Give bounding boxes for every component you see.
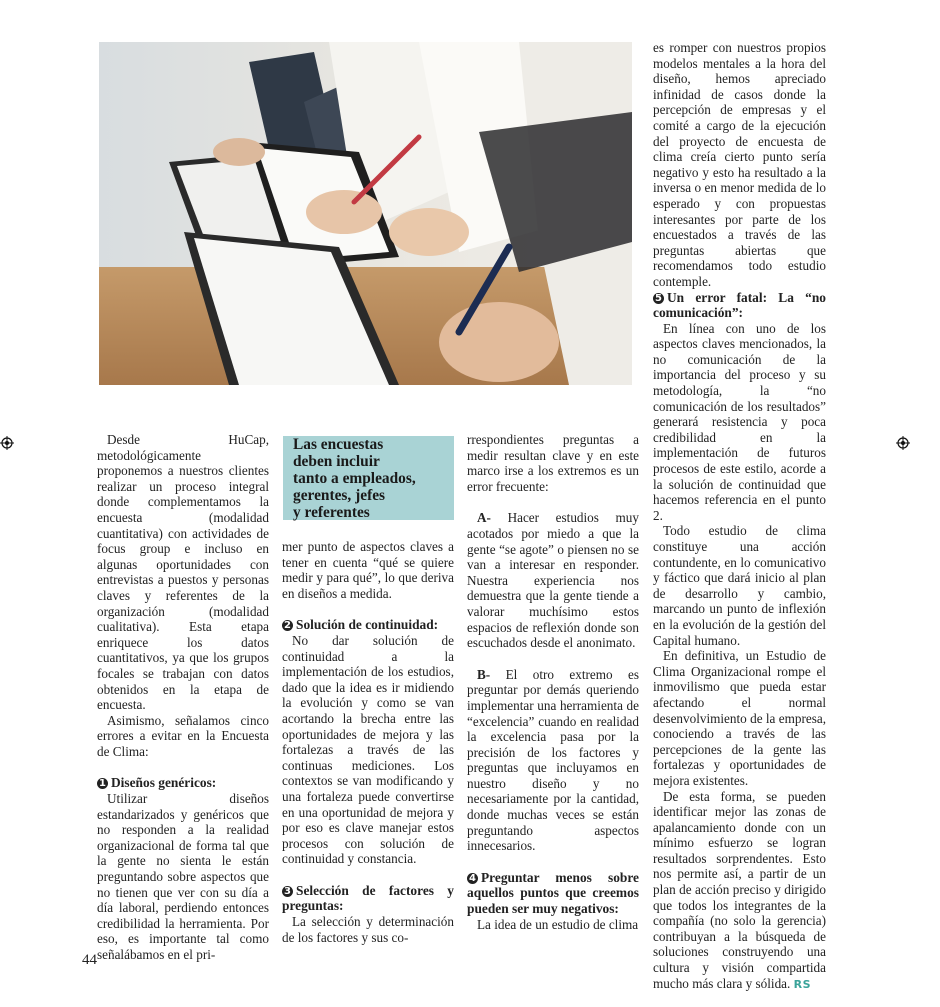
paragraph: Todo estudio de clima constituye una acción contundente, en lo comunicativo y fáctico que dará inicio al plan de desarrollo y cambio, marcando un punto de inflexión en la evolución de la gestión del Capital humano. [653, 523, 826, 648]
number-badge: 2 [282, 620, 293, 631]
paragraph: B- El otro extremo es preguntar por demás queriendo implementar una herramienta de “excelencia” cuando en realidad la excelencia pasa por la precisión de los factores y preguntas que incluyamos en nuestro diseño y no necesariamente por la cantidad, donde muchas veces se están preguntando aspectos innecesarios. [467, 666, 640, 854]
pull-quote-line: y referentes [293, 504, 370, 521]
registration-mark-icon [896, 436, 910, 450]
rs-logo: RS [793, 977, 812, 991]
paragraph: es romper con nuestros propios modelos mentales a la hora del diseño, hemos apreciado infinidad de casos donde la percepción de empresas y el comité a cargo de la ejecución del proyecto de encuesta de clima creía cierto punto sería negativo y esto ha resultado a la inversa o en menor medida de lo esperado y con propuestas interesantes por parte de los encuestados a través de las preguntas abiertas que recomendamos todo estudio contemple. [653, 40, 826, 289]
number-badge: 3 [282, 886, 293, 897]
pull-quote-line: tanto a empleados, [293, 470, 416, 487]
paragraph: A- Hacer estudios muy acotados por miedo a que la gente “se agote” o piensen no se van a interesar en responder. Nuestra experiencia nos demuestra que la gente tiende a valorar muchísimo estos espacios de reflexión donde son escuchados desde el anonimato. [467, 510, 639, 651]
paragraph: En línea con uno de los aspectos claves mencionados, la no comunicación de la importancia del proceso y su metodología, la “no comunicación de los resultados” generará resistencia y poca credibilidad en la implementación de futuros procesos de este estilo, acorde a la solución de continuidad que hacemos referencia en el punto 2. [653, 320, 826, 523]
paragraph: No dar solución de continuidad a la implementación de los estudios, dado que la idea es ir midiendo la evolución y como se van acortando la brecha entre las oportunidades de mejora y las fortalezas a través de las continuas mediciones. Los contextos se van modificando y una fortaleza puede convertirse en una oportunidad de mejora y por eso es clave manejar estos procesos con solución de continuidad y constancia. [282, 632, 454, 867]
survey-photo [99, 42, 632, 385]
pull-quote [283, 436, 454, 520]
paragraph: En definitiva, un Estudio de Clima Organizacional rompe el inmovilismo que pueda estar afectando el normal desenvolvimiento de la empresa, conociendo a través de las percepciones de la gente las fortalezas y oportunidades de mejora existentes. [653, 648, 826, 788]
section-heading-2: 2 Solución de continuidad: [282, 617, 454, 633]
section-heading-1: 1 Diseños genéricos: [97, 775, 269, 791]
pull-quote-line: deben incluir [293, 453, 380, 470]
pull-quote-line: gerentes, jefes [293, 487, 386, 504]
paragraph: De esta forma, se pueden identificar mejor las zonas de apalancamiento donde con un mínimo esfuerzo se logran resultados sorprendentes. Esto nos permite así, a partir de un plan de acción preciso y dirigido que todos los integrantes de la compañía (no solo la gerencia) contribuyan a la búsqueda de soluciones construyendo una cultura y visión compartida mucho más clara y sólida. RS [653, 788, 826, 991]
section-heading-3: 3 Selección de factores y preguntas: [282, 882, 454, 914]
registration-mark-icon [0, 436, 14, 450]
paragraph: Desde HuCap, metodológicamente proponemos a nuestros clientes realizar un proceso integral donde complementamos la encuesta (modalidad cuantitativa) con actividades de focus group e incluso en algunas oportunidades con entrevistas a puestos y personas claves y referentes de la organización (modalidad cualitativa). Esta etapa enriquece los datos cuantitativos, ya que los grupos focales se trabajan con datos obtenidos en la etapa de encuesta. [97, 432, 269, 713]
column-4 [653, 40, 826, 992]
column-2 [282, 539, 454, 945]
paragraph: Asimismo, señalamos cinco errores a evitar en la Encuesta de Clima: [97, 712, 269, 759]
section-heading-4: 4 Preguntar menos sobre aquellos puntos que creemos pueden ser muy negativos: [467, 869, 639, 917]
number-badge: 4 [467, 873, 478, 884]
paragraph: Utilizar diseños estandarizados y genéricos que no responden a la realidad organizacional de forma tal que la gente no sienta le están preguntando sobre aspectos que no tienen que ver con su día a día laboral, perdiendo entonces credibilidad la herramienta. Por eso, es importante tal como señalábamos en el pri- [97, 791, 269, 962]
paragraph: mer punto de aspectos claves a tener en cuenta “qué se quiere medir y para qué”, lo que deriva en diseños a medida. [282, 539, 454, 601]
column-1 [97, 432, 269, 963]
column-3 [467, 432, 639, 932]
paragraph: rrespondientes preguntas a medir resultan clave y en este marco irse a los extremos es un error frecuente: [467, 432, 639, 494]
paragraph: La idea de un estudio de clima [477, 916, 639, 932]
paragraph: La selección y determinación de los factores y sus co- [282, 914, 454, 945]
number-badge: 1 [97, 778, 108, 789]
pull-quote-line: Las encuestas [293, 436, 384, 453]
number-badge: 5 [653, 293, 664, 304]
section-heading-5: 5 Un error fatal: La “no comunicación”: [653, 289, 826, 321]
page-number: 44 [82, 952, 97, 968]
